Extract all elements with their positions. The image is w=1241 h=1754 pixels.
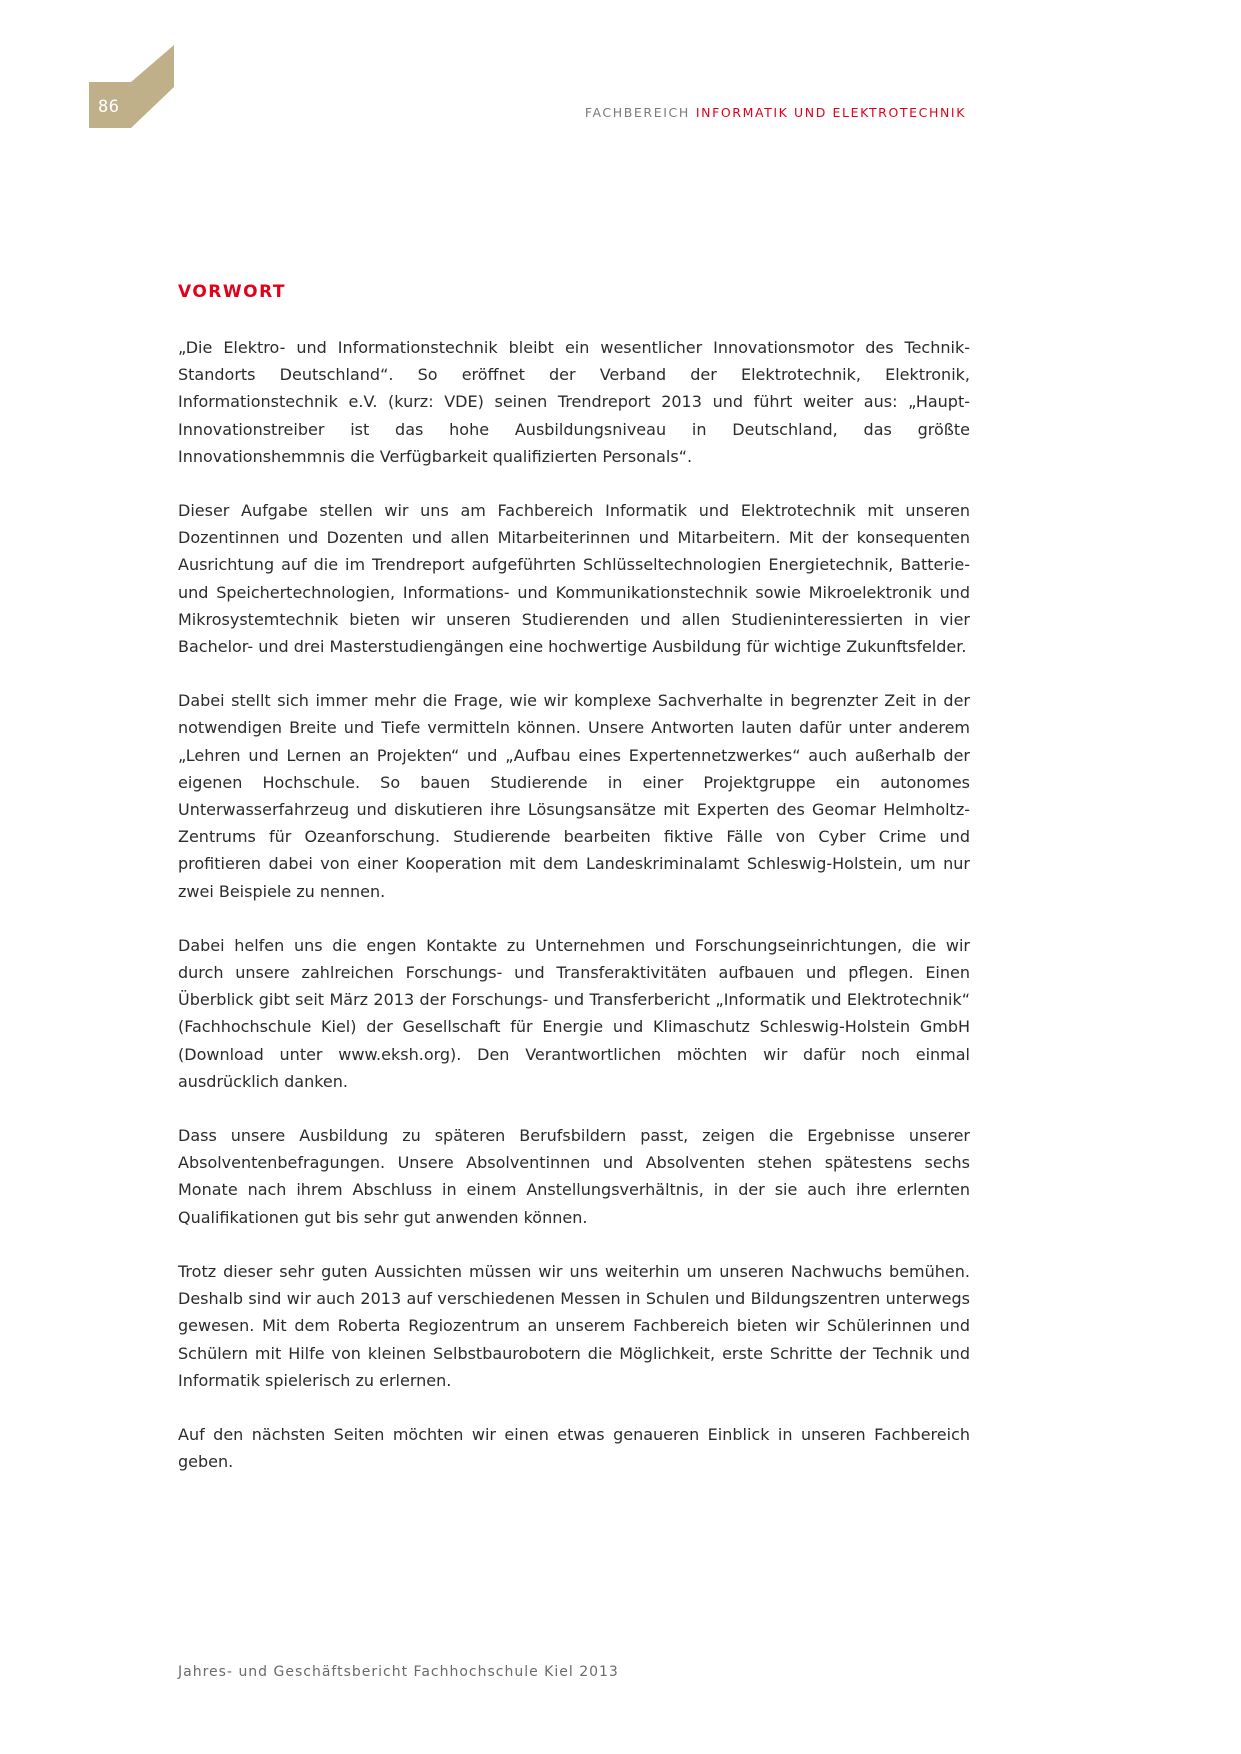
paragraph: Auf den nächsten Seiten möchten wir einen etwas genaueren Einblick in unseren Fachbereich geben. (178, 1424, 970, 1472)
body-text (178, 334, 970, 1502)
section-title: VORWORT (178, 282, 287, 302)
page-number: 86 (98, 97, 120, 117)
paragraph: Dabei stellt sich immer mehr die Frage, wie wir komplexe Sachverhalte in begrenzter Zeit in der notwendigen Breite und Tiefe vermitteln können. Unsere Antworten lauten dafür unter anderem „Lehren und Lernen an Projekten“ und „Aufbau eines Expertennetzwerkes“ auch außerhalb der eigenen Hochschule. So bauen Studierende in einer Projektgruppe ein autonomes Unterwasserfahrzeug und diskutieren ihre Lösungsansätze mit Experten des Geomar Helmholtz-Zentrums für Ozeanforschung. Studierende bearbeiten fiktive Fälle von Cyber Crime und profitieren dabei von einer Kooperation mit dem Landeskriminalamt Schleswig-Holstein, um nur zwei Beispiele zu nennen. (178, 691, 970, 901)
page-footer: Jahres- und Geschäftsbericht Fachhochschule Kiel 2013 (178, 1664, 619, 1680)
page-number-badge (89, 45, 174, 128)
paragraph: Dabei helfen uns die engen Kontakte zu Unternehmen und Forschungseinrichtungen, die wir durch unsere zahlreichen Forschungs- und Transferaktivitäten aufbauen und pflegen. Einen Überblick gibt seit März 2013 der Forschungs- und Transferbericht „Informatik und Elektrotechnik“ (Fachhochschule Kiel) der Gesellschaft für Energie und Klimaschutz Schleswig-Holstein GmbH (Download unter www.eksh.org). Den Verantwortlichen möchten wir dafür noch einmal ausdrücklich danken. (178, 935, 970, 1091)
paragraph: „Die Elektro- und Informationstechnik bleibt ein wesentlicher Innovationsmotor des Technik-Standorts Deutschland“. So eröffnet der Verband der Elektrotechnik, Elektronik, Informationstechnik e.V. (kurz: VDE) seinen Trendreport 2013 und führt weiter aus: „Haupt-Innovationstreiber ist das hohe Ausbildungsniveau in Deutschland, das größte Innovationshemmnis die Verfügbarkeit qualifizierten Personals“. (178, 338, 970, 466)
header-department-label: FACHBEREICH (584, 105, 690, 120)
paragraph: Dieser Aufgabe stellen wir uns am Fachbereich Informatik und Elektrotechnik mit unseren Dozentinnen und Dozenten und allen Mitarbeiterinnen und Mitarbeitern. Mit der konsequenten Ausrichtung auf die im Trendreport aufgeführten Schlüsseltechnologien Energietechnik, Batterie- und Speichertechnologien, Informations- und Kommunikationstechnik sowie Mikroelektronik und Mikrosystemtechnik bieten wir unseren Studierenden und allen Studieninteressierten in vier Bachelor- und drei Masterstudiengängen eine hochwertige Ausbildung für wichtige Zukunftsfelder. (178, 501, 970, 657)
running-header (585, 105, 966, 120)
header-department-name: INFORMATIK UND ELEKTROTECHNIK (695, 105, 966, 120)
paragraph: Trotz dieser sehr guten Aussichten müssen wir uns weiterhin um unseren Nachwuchs bemühen. Deshalb sind wir auch 2013 auf verschiedenen Messen in Schulen und Bildungszentren unterwegs gewesen. Mit dem Roberta Regiozentrum an unserem Fachbereich bieten wir Schülerinnen und Schülern mit Hilfe von kleinen Selbstbaurobotern die Möglichkeit, erste Schritte der Technik und Informatik spielerisch zu erlernen. (178, 1261, 970, 1390)
paragraph: Dass unsere Ausbildung zu späteren Berufsbildern passt, zeigen die Ergebnisse unserer Absolventenbefragungen. Unsere Absolventinnen und Absolventen stehen spätestens sechs Monate nach ihrem Abschluss in einem Anstellungsverhältnis, in der sie auch ihre erlernten Qualifikationen gut bis sehr gut anwenden können. (178, 1126, 970, 1227)
